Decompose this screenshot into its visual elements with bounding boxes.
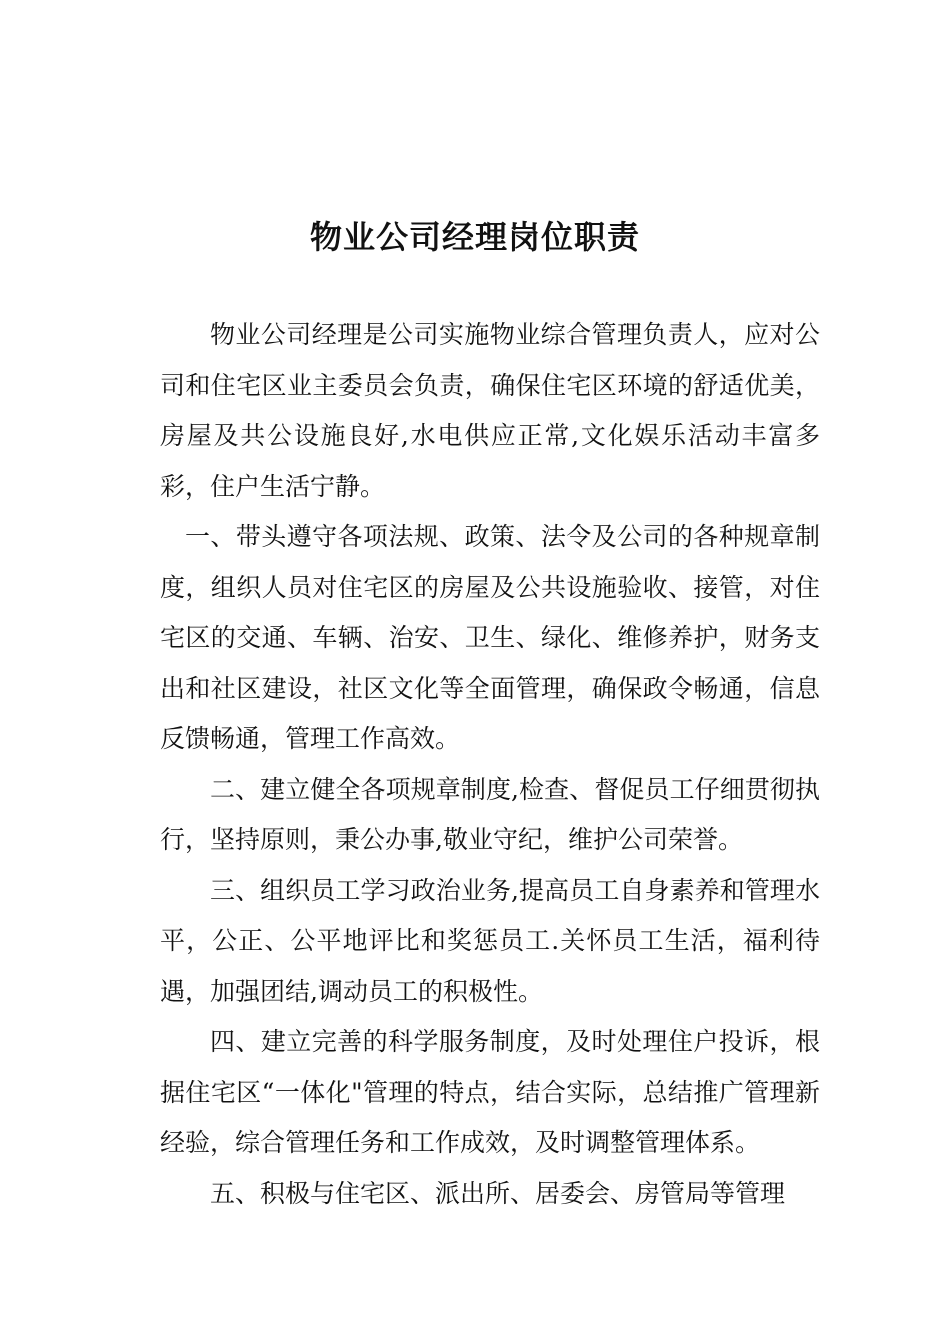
paragraph-item-3: 三、组织员工学习政治业务,提高员工自身素养和管理水平，公正、公平地评比和奖惩员工.关怀员工生活，福利待遇，加强团结,调动员工的积极性。: [160, 875, 820, 1006]
document-body: [160, 310, 820, 1219]
paragraph-item-2: 二、建立健全各项规章制度,检查、督促员工仔细贯彻执行，坚持原则，秉公办事,敬业守纪，维护公司荣誉。: [160, 774, 820, 854]
paragraph-item-4: 四、建立完善的科学服务制度，及时处理住户投诉，根据住宅区“一体化"管理的特点，结合实际，总结推广管理新经验，综合管理任务和工作成效，及时调整管理体系。: [160, 1027, 820, 1157]
document-title: 物业公司经理岗位职责: [309, 218, 640, 256]
paragraph-item-5: 五、积极与住宅区、派出所、居委会、房管局等管理: [210, 1178, 786, 1208]
paragraph-intro: 物业公司经理是公司实施物业综合管理负责人，应对公司和住宅区业主委员会负责，确保住宅区环境的舒适优美，房屋及共公设施良好,水电供应正常,文化娱乐活动丰富多彩，住户生活宁静。: [160, 320, 820, 501]
paragraph-item-1: 一、带头遵守各项法规、政策、法令及公司的各种规章制度，组织人员对住宅区的房屋及公共设施验收、接管，对住宅区的交通、车辆、治安、卫生、绿化、维修养护，财务支出和社区建设，社区文化等全面管理，确保政令畅通，信息反馈畅通，管理工作高效。: [160, 522, 820, 753]
